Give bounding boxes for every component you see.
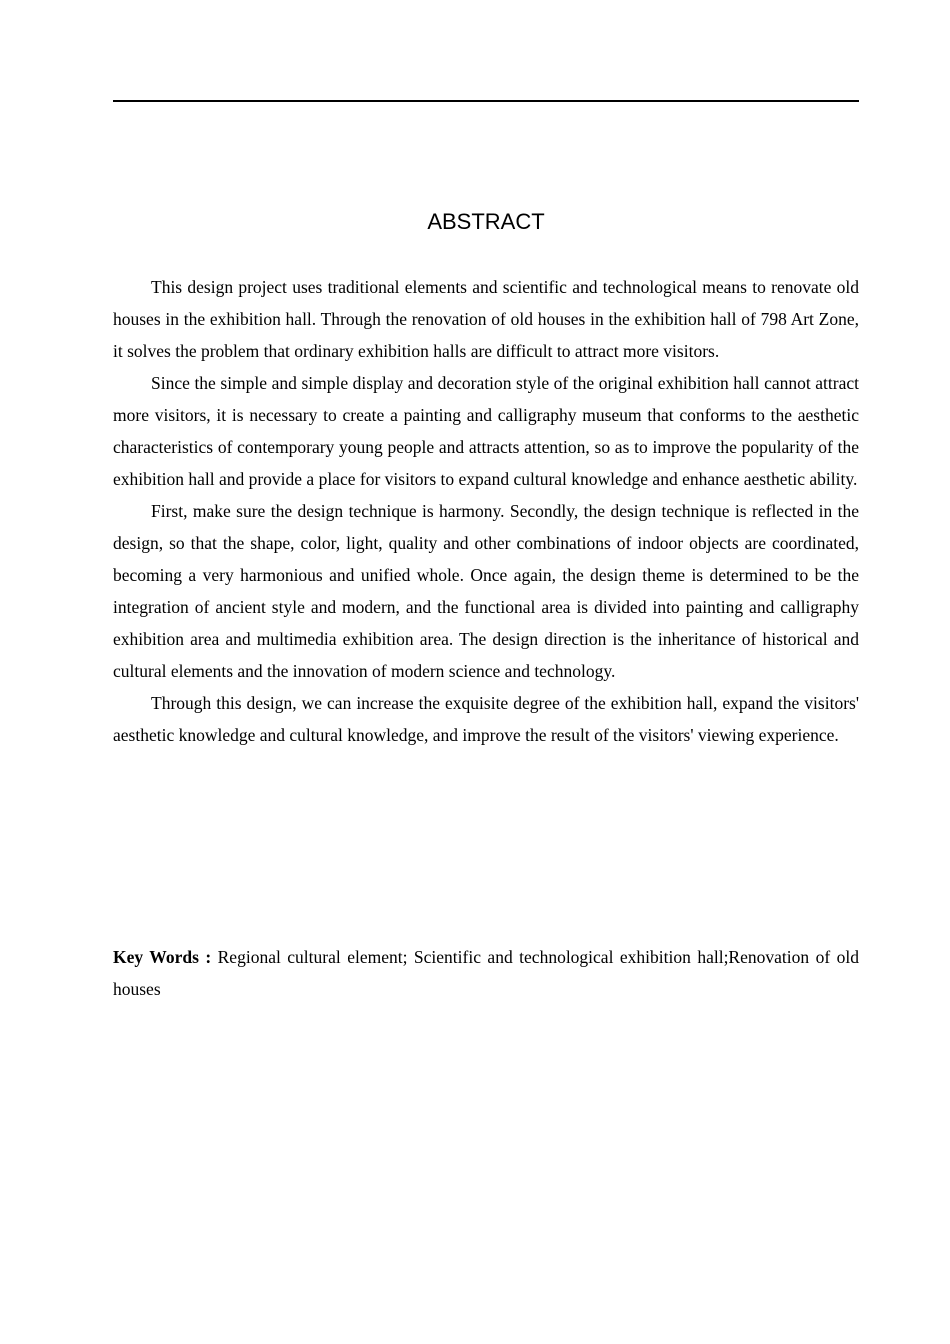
abstract-body [113, 271, 859, 751]
abstract-paragraph-4: Through this design, we can increase the exquisite degree of the exhibition hall, expand the visitors' aesthetic knowledge and cultural knowledge, and improve the result of the visitors' viewing experience. [113, 693, 859, 745]
abstract-title: ABSTRACT [427, 209, 545, 234]
keywords-text: Regional cultural element; Scientific and technological exhibition hall;Renovation of old houses [113, 947, 859, 999]
abstract-paragraph-3: First, make sure the design technique is harmony. Secondly, the design technique is reflected in the design, so that the shape, color, light, quality and other combinations of indoor objects are coordinated, becoming a very harmonious and unified whole. Once again, the design theme is determined to be the integration of ancient style and modern, and the functional area is divided into painting and calligraphy exhibition area and multimedia exhibition area. The design direction is the inheritance of historical and cultural elements and the innovation of modern science and technology. [113, 501, 859, 681]
abstract-paragraph-2: Since the simple and simple display and decoration style of the original exhibition hall cannot attract more visitors, it is necessary to create a painting and calligraphy museum that conforms to the aesthetic characteristics of contemporary young people and attracts attention, so as to improve the popularity of the exhibition hall and provide a place for visitors to expand cultural knowledge and enhance aesthetic ability. [113, 373, 859, 489]
keywords-line [113, 941, 859, 1005]
keywords-label: Key Words : [113, 947, 212, 967]
abstract-paragraph-1: This design project uses traditional elements and scientific and technological means to renovate old houses in the exhibition hall. Through the renovation of old houses in the exhibition hall of 798 Art Zone, it solves the problem that ordinary exhibition halls are difficult to attract more visitors. [113, 277, 859, 361]
header-rule [113, 100, 859, 102]
